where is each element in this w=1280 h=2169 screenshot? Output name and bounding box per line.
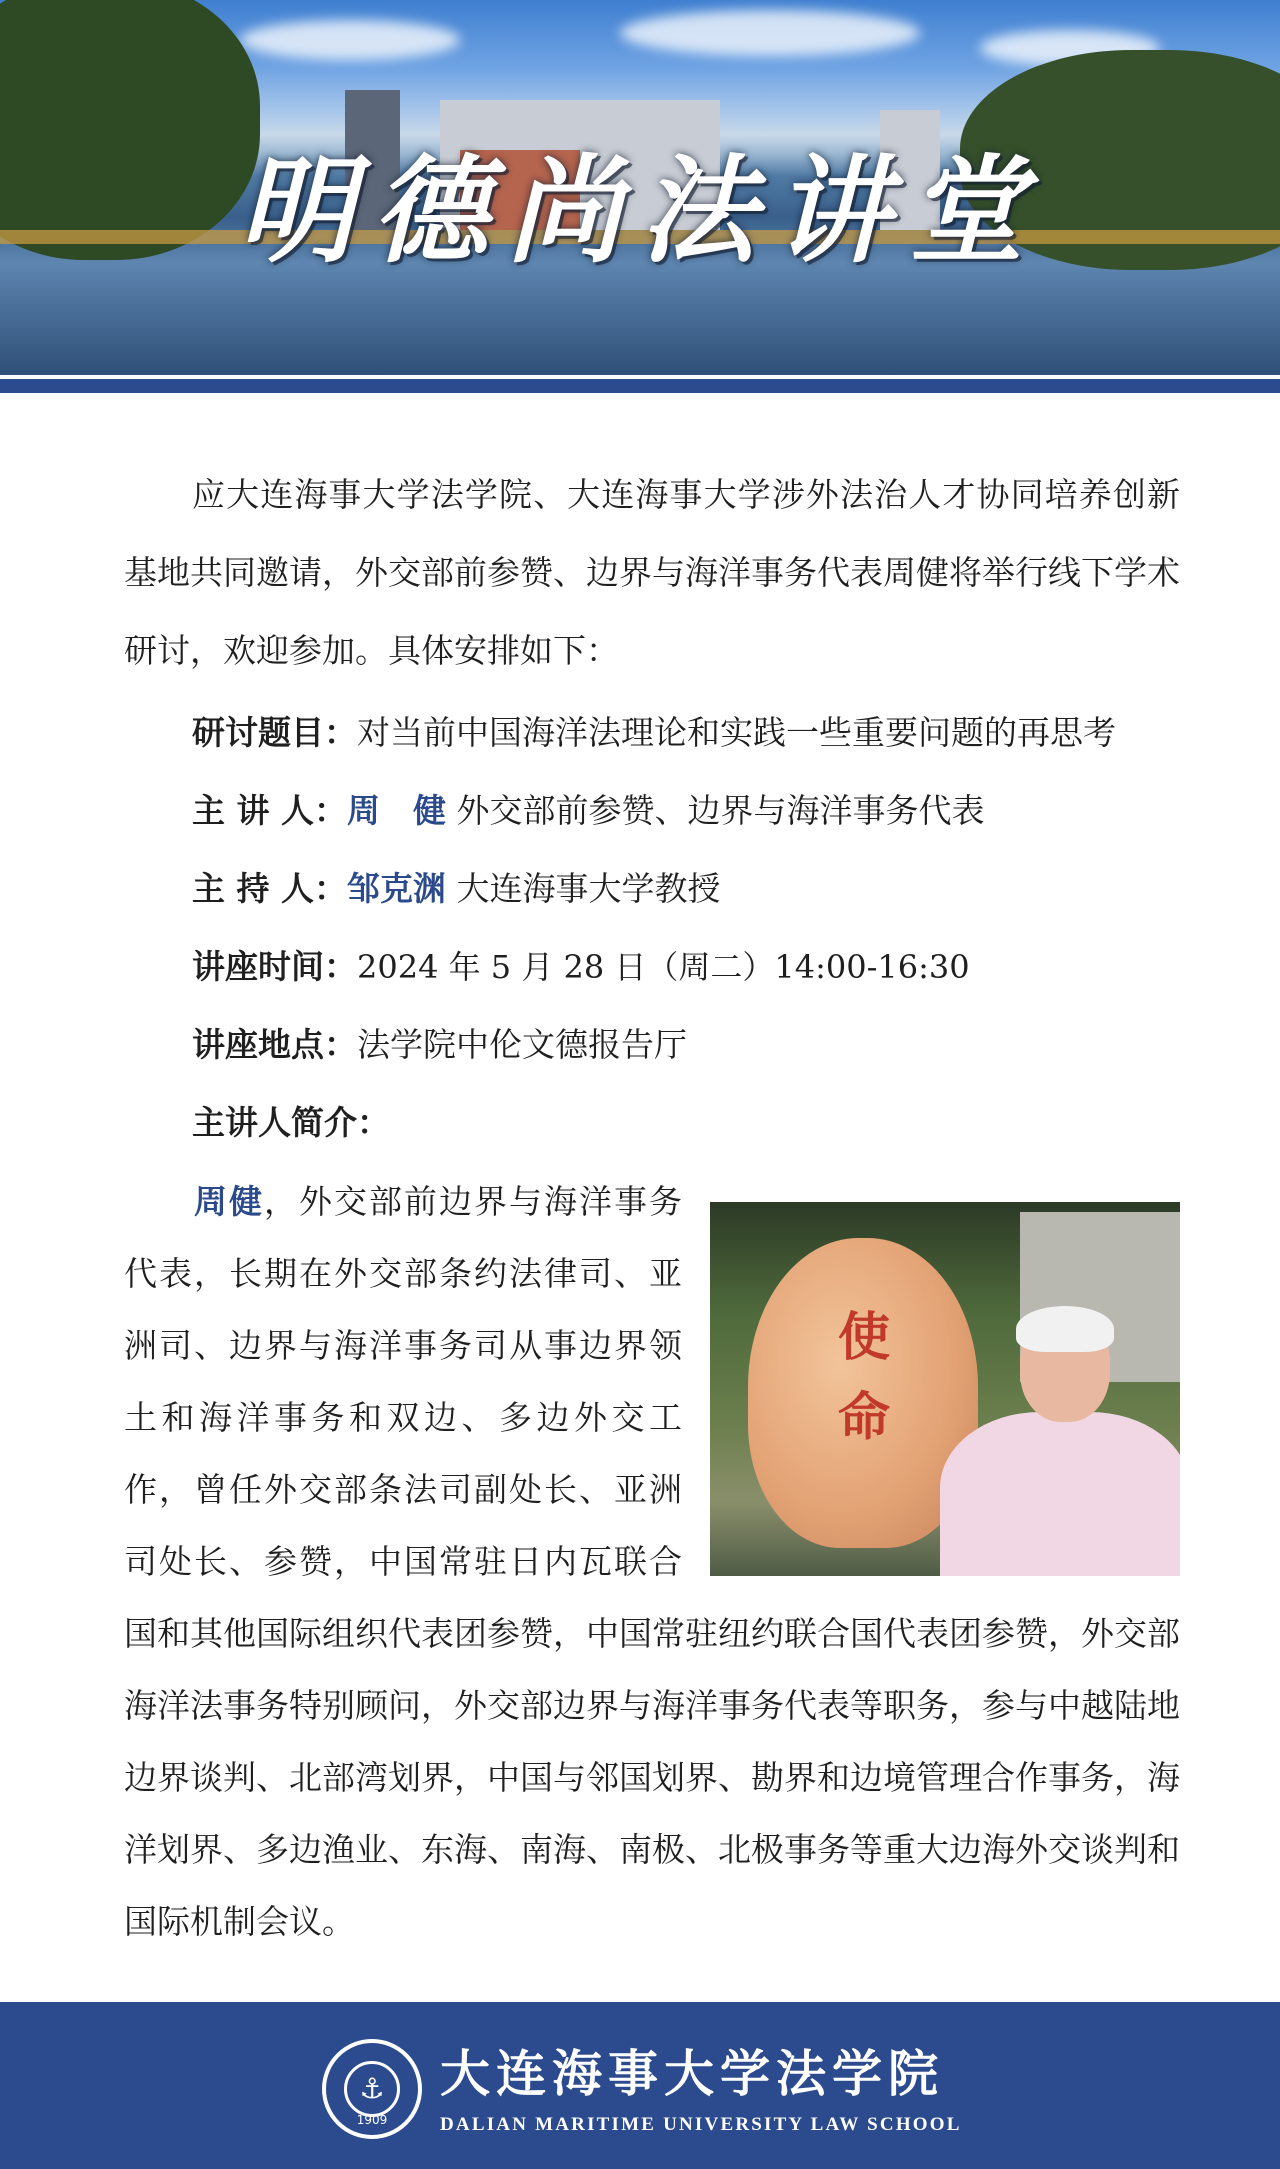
- bio-heading-row: [192, 1084, 390, 1162]
- time-label: 讲座时间：: [192, 947, 357, 986]
- venue-label: 讲座地点：: [192, 1025, 357, 1064]
- footer-school-name-cn: 大连海事大学法学院: [440, 2044, 944, 2103]
- time-row: [192, 928, 970, 1006]
- speaker-photo: [710, 1202, 1180, 1576]
- bio-text: ，外交部前边界与海洋事务代表，长期在外交部条约法律司、亚洲司、边界与海洋事务司从事边界领土和海洋事务和双边、多边外交工作，曾任外交部条法司副处长、亚洲司处长、参赞，中国常驻日内瓦联合国和其他国际组织代表团参赞，中国常驻纽约联合国代表团参赞，外交部海洋法事务特别顾问，外交部边界与海洋事务代表等职务，参与中越陆地边界谈判、北部湾划界，中国与邻国划界、勘界和边境管理合作事务，海洋划界、多边渔业、东海、南海、南极、北极事务等重大边海外交谈判和国际机制会议。: [124, 1182, 1180, 1941]
- speaker-row: [192, 772, 984, 850]
- university-logo: [322, 2039, 422, 2139]
- banner-band: [0, 379, 1280, 393]
- anchor-icon: ⚓: [359, 2072, 385, 2105]
- footer-school-name-en: DALIAN MARITIME UNIVERSITY LAW SCHOOL: [440, 2114, 962, 2135]
- bio-heading: 主讲人简介：: [192, 1103, 390, 1142]
- photo-person: [940, 1312, 1180, 1576]
- footer-band: [0, 2002, 1280, 2169]
- host-row: [192, 850, 720, 928]
- speaker-name: 周 健: [346, 791, 446, 830]
- banner-title: 明德尚法讲堂: [238, 143, 1042, 279]
- header-banner: [0, 0, 1280, 375]
- topic-row: [192, 694, 1116, 772]
- stone-text: 命: [838, 1387, 891, 1448]
- host-name: 邹克渊: [346, 869, 446, 908]
- speaker-label: 主 讲 人：: [192, 791, 347, 830]
- venue-row: [192, 1006, 687, 1084]
- topic-label: 研讨题目：: [192, 713, 357, 752]
- intro-paragraph: 应大连海事大学法学院、大连海事大学涉外法治人才协同培养创新基地共同邀请，外交部前参赞、边界与海洋事务代表周健将举行线下学术研讨，欢迎参加。具体安排如下：: [124, 475, 1180, 670]
- logo-year: 1909: [356, 2113, 388, 2127]
- stone-text: 使: [838, 1307, 891, 1368]
- cloud-decoration: [620, 10, 920, 56]
- topic-value: 对当前中国海洋法理论和实践一些重要问题的再思考: [357, 713, 1116, 752]
- host-value: 大连海事大学教授: [456, 869, 721, 908]
- time-value: 2024 年 5 月 28 日（周二）14:00-16:30: [357, 948, 970, 986]
- speaker-value: 外交部前参赞、边界与海洋事务代表: [456, 791, 985, 830]
- host-label: 主 持 人：: [192, 869, 347, 908]
- bio-section: [124, 1166, 1180, 1958]
- bio-name: 周健: [192, 1182, 264, 1221]
- venue-value: 法学院中伦文德报告厅: [357, 1025, 687, 1064]
- cloud-decoration: [240, 20, 460, 60]
